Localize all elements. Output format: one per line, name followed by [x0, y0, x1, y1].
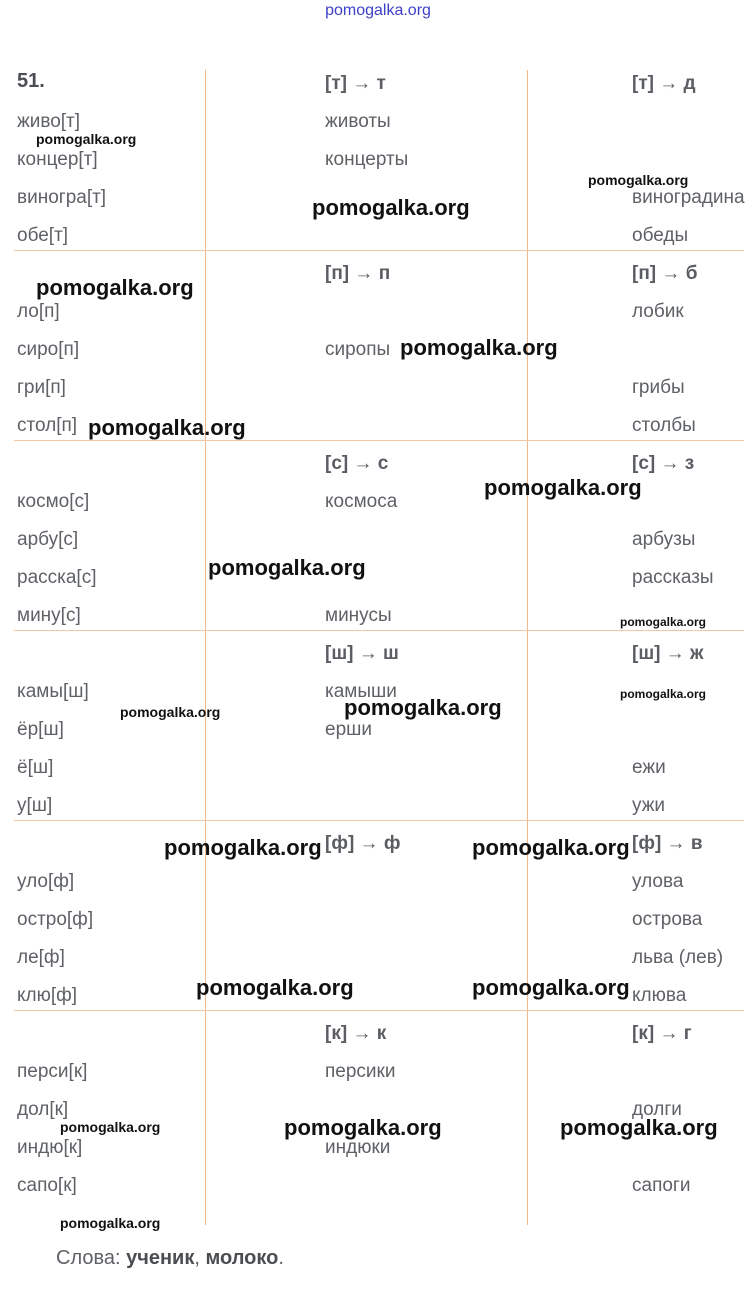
group-divider: [14, 630, 744, 631]
check-word-changed: виноградина: [632, 187, 745, 208]
watermark: pomogalka.org: [560, 1115, 718, 1140]
check-word-same: космоса: [325, 491, 398, 512]
check-word-same: минусы: [325, 605, 392, 626]
watermark: pomogalka.org: [484, 475, 642, 500]
rule-same-sound: [т] → т: [325, 73, 386, 94]
rule-changed-sound: [п] → б: [632, 263, 698, 284]
transcription-word: ё[ш]: [17, 757, 54, 778]
check-word-changed: долги: [632, 1099, 682, 1120]
transcription-word: дол[к]: [17, 1099, 69, 1120]
check-word-changed: рассказы: [632, 567, 714, 588]
watermark: pomogalka.org: [60, 1119, 161, 1135]
watermark: pomogalka.org: [588, 172, 689, 188]
check-word-same: камыши: [325, 681, 397, 702]
rule-same-sound: [ф] → ф: [325, 833, 401, 854]
check-word-same: ерши: [325, 719, 372, 740]
transcription-word: космо[с]: [17, 491, 90, 512]
transcription-word: обе[т]: [17, 225, 69, 246]
watermark: pomogalka.org: [208, 555, 366, 580]
watermark: pomogalka.org: [400, 335, 558, 360]
check-word-same: индюки: [325, 1137, 391, 1158]
footer-word-1: ученик: [126, 1247, 195, 1269]
check-word-same: концерты: [325, 149, 409, 170]
watermark: pomogalka.org: [344, 695, 502, 720]
watermark: pomogalka.org: [472, 835, 630, 860]
check-word-changed: обеды: [632, 225, 689, 246]
transcription-word: уло[ф]: [17, 871, 75, 892]
column-divider-left: [205, 70, 206, 1225]
watermark: pomogalka.org: [620, 615, 707, 629]
rule-changed-sound: [к] → г: [632, 1023, 692, 1044]
transcription-word: ёр[ш]: [17, 719, 64, 740]
watermark: pomogalka.org: [164, 835, 322, 860]
transcription-word: виногра[т]: [17, 187, 107, 208]
transcription-word: ло[п]: [17, 301, 60, 322]
transcription-word: сиро[п]: [17, 339, 80, 360]
exercise-number: 51.: [17, 70, 45, 92]
rule-same-sound: [с] → с: [325, 453, 389, 474]
watermark: pomogalka.org: [472, 975, 630, 1000]
check-word-changed: острова: [632, 909, 703, 930]
check-word-same: персики: [325, 1061, 396, 1082]
check-word-same: животы: [325, 111, 391, 132]
transcription-word: клю[ф]: [17, 985, 78, 1006]
transcription-word: стол[п]: [17, 415, 78, 436]
watermark: pomogalka.org: [284, 1115, 442, 1140]
watermark: pomogalka.org: [620, 687, 707, 701]
check-word-changed: клюва: [632, 985, 687, 1006]
transcription-word: гри[п]: [17, 377, 66, 398]
transcription-word: живо[т]: [17, 111, 81, 132]
footer-separator: ,: [194, 1247, 206, 1269]
footer-note: [56, 1247, 284, 1270]
check-word-changed: арбузы: [632, 529, 696, 550]
transcription-word: камы[ш]: [17, 681, 89, 702]
transcription-word: ле[ф]: [17, 947, 65, 968]
rule-same-sound: [п] → п: [325, 263, 391, 284]
watermark: pomogalka.org: [196, 975, 354, 1000]
transcription-word: остро[ф]: [17, 909, 94, 930]
check-word-changed: ужи: [632, 795, 666, 816]
watermark: pomogalka.org: [120, 704, 221, 720]
rule-changed-sound: [ш] → ж: [632, 643, 704, 664]
transcription-word: арбу[с]: [17, 529, 79, 550]
watermark: pomogalka.org: [60, 1215, 161, 1231]
check-word-same: сиропы: [325, 339, 391, 360]
check-word-changed: лобик: [632, 301, 684, 322]
site-header-link[interactable]: pomogalka.org: [325, 2, 431, 19]
footer-suffix: .: [278, 1247, 284, 1269]
transcription-word: перси[к]: [17, 1061, 88, 1082]
check-word-changed: сапоги: [632, 1175, 691, 1196]
column-divider-right: [527, 70, 528, 1225]
footer-word-2: молоко: [205, 1247, 279, 1269]
watermark: pomogalka.org: [36, 275, 194, 300]
check-word-changed: льва (лев): [632, 947, 724, 968]
transcription-word: мину[с]: [17, 605, 81, 626]
watermark: pomogalka.org: [88, 415, 246, 440]
rule-same-sound: [к] → к: [325, 1023, 387, 1044]
rule-changed-sound: [ф] → в: [632, 833, 703, 854]
footer-prefix: Слова:: [56, 1247, 127, 1269]
watermark: pomogalka.org: [36, 131, 137, 147]
rule-changed-sound: [с] → з: [632, 453, 695, 474]
rule-changed-sound: [т] → д: [632, 73, 696, 94]
check-word-changed: грибы: [632, 377, 685, 398]
transcription-word: индю[к]: [17, 1137, 83, 1158]
check-word-changed: улова: [632, 871, 684, 892]
check-word-changed: ежи: [632, 757, 666, 778]
group-divider: [14, 250, 744, 251]
group-divider: [14, 1010, 744, 1011]
transcription-word: расска[с]: [17, 567, 97, 588]
transcription-word: концер[т]: [17, 149, 98, 170]
transcription-word: у[ш]: [17, 795, 53, 816]
watermark: pomogalka.org: [312, 195, 470, 220]
rule-same-sound: [ш] → ш: [325, 643, 399, 664]
transcription-word: сапо[к]: [17, 1175, 77, 1196]
group-divider: [14, 820, 744, 821]
check-word-changed: столбы: [632, 415, 696, 436]
